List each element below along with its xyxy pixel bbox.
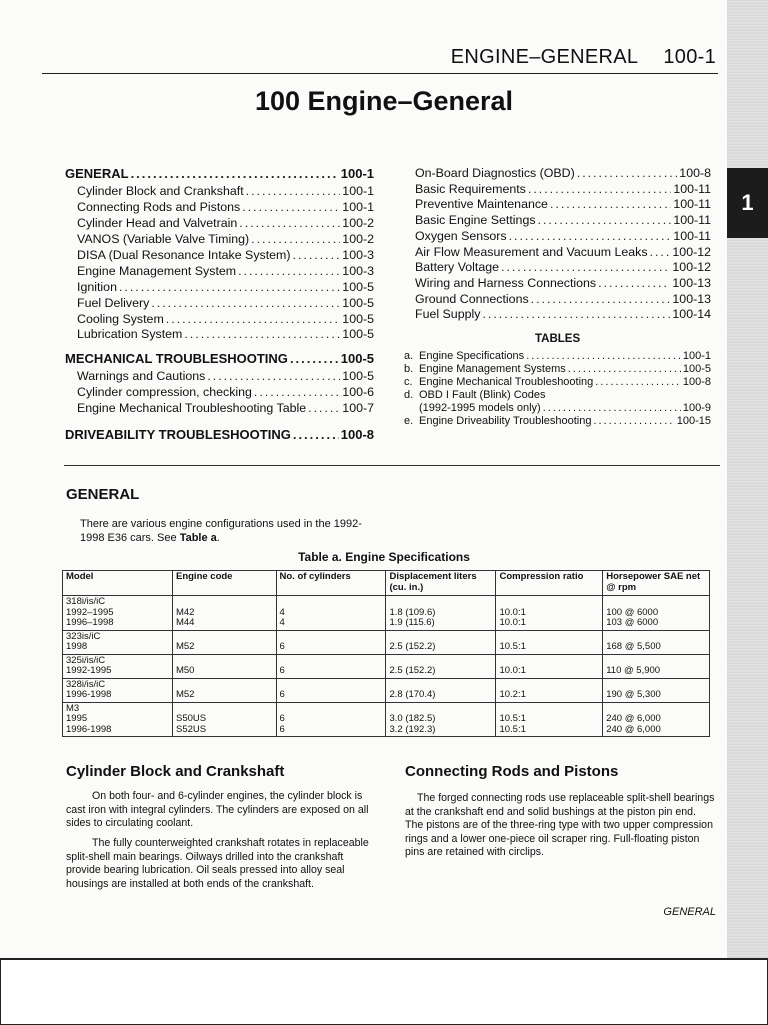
toc-entry-page: 100-2	[342, 232, 374, 246]
toc-entry-page: 100-8	[340, 427, 374, 442]
toc-entry-page: 100-12	[672, 244, 711, 259]
column-header: Horsepower SAE net @ rpm	[603, 571, 710, 596]
table-list-label: Engine Mechanical Troubleshooting	[419, 376, 594, 388]
toc-entry-page: 100-5	[342, 312, 374, 326]
table-letter: b.	[404, 363, 414, 375]
toc-leader-dots	[239, 216, 340, 231]
table-cell: M52	[172, 678, 276, 702]
table-cell: 323is/iC 1998	[63, 630, 173, 654]
toc-leader-dots	[119, 280, 340, 295]
table-cell: 110 @ 5,900	[603, 654, 710, 678]
toc-entry-page: 100-3	[342, 248, 374, 262]
table-cell: 325i/is/iC 1992-1995	[63, 654, 173, 678]
chapter-title: 100 Engine–General	[254, 86, 514, 116]
toc-entry	[415, 229, 711, 244]
column-header: Compression ratio	[496, 571, 603, 596]
section-divider	[64, 465, 720, 466]
toc-entry	[77, 232, 374, 247]
toc-entry-label: GENERAL	[65, 166, 129, 181]
toc-leader-dots	[543, 402, 681, 415]
table-cell: 4 4	[276, 596, 386, 631]
toc-entry-label: Basic Engine Settings	[415, 213, 536, 228]
table-list-label: Engine Driveability Troubleshooting	[419, 415, 592, 427]
toc-entry	[77, 296, 374, 311]
toc-entry-label: Connecting Rods and Pistons	[77, 200, 241, 214]
toc-entry-page: 100-11	[673, 213, 711, 228]
toc-entry-page: 100-13	[672, 291, 711, 306]
table-letter: d.	[404, 389, 414, 401]
table-letter: a.	[404, 350, 414, 362]
toc-entry	[415, 307, 711, 322]
table-cell: 3.0 (182.5) 3.2 (192.3)	[386, 702, 496, 737]
running-header	[451, 46, 716, 69]
column-header: Displacement liters (cu. in.)	[386, 571, 496, 596]
table-row	[63, 702, 710, 737]
toc-entry	[415, 292, 711, 307]
toc-leader-dots	[538, 213, 672, 228]
toc-leader-dots	[238, 264, 340, 279]
toc-entry-label: Cylinder compression, checking	[77, 385, 252, 399]
table-cell: 6 6	[276, 702, 386, 737]
table-row	[63, 630, 710, 654]
toc-entry-label: Battery Voltage	[415, 260, 500, 275]
table-list-label: Engine Management Systems	[419, 363, 566, 375]
table-list-entry	[404, 415, 711, 428]
toc-entry-label: Ground Connections	[415, 291, 529, 306]
toc-entry	[415, 166, 711, 181]
table-letter: e.	[404, 415, 414, 427]
toc-entry-label: Fuel Supply	[415, 307, 481, 322]
toc-entry	[415, 182, 711, 197]
table-cell: S50US S52US	[172, 702, 276, 737]
engine-spec-table	[62, 570, 710, 737]
table-caption: Table a. Engine Specifications	[298, 550, 470, 564]
toc-entry-label: Wiring and Harness Connections	[415, 275, 597, 290]
toc-entry	[77, 216, 374, 231]
toc-entry	[77, 280, 374, 295]
toc-entry-page: 100-14	[672, 307, 711, 322]
table-cell: 168 @ 5,500	[603, 630, 710, 654]
tables-heading: TABLES	[535, 333, 581, 345]
toc-entry-label: Warnings and Cautions	[77, 369, 206, 383]
toc-leader-dots	[246, 184, 341, 199]
toc-entry-page: 100-11	[673, 181, 711, 196]
toc-entry	[415, 197, 711, 212]
toc-leader-dots	[595, 376, 681, 389]
toc-entry-label: Basic Requirements	[415, 181, 526, 196]
toc-entry	[65, 427, 374, 442]
table-list-entry	[404, 350, 711, 363]
toc-entry	[65, 166, 374, 181]
toc-leader-dots	[151, 296, 340, 311]
toc-leader-dots	[650, 245, 671, 260]
toc-entry	[415, 213, 711, 228]
toc-entry-page: 100-8	[679, 166, 711, 180]
table-cell: 328i/is/iC 1996-1998	[63, 678, 173, 702]
column-header: Model	[63, 571, 173, 596]
table-cell: M50	[172, 654, 276, 678]
cyl-block-paragraph-2: The fully counterweighted crankshaft rotates in replaceable split-shell main bearings. Oilways drilled into the crankshaft provide bearing lubrication. Oil seals pressed into alloy seal housings are installed at both ends of the crankshaft.	[66, 837, 369, 890]
toc-leader-dots	[166, 312, 341, 327]
table-cell: 2.5 (152.2)	[386, 630, 496, 654]
toc-leader-dots	[482, 307, 670, 322]
table-reference: Table a	[179, 531, 217, 544]
toc-leader-dots	[509, 229, 672, 244]
table-list-page: 100-8	[682, 376, 711, 388]
toc-entry-page: 100-6	[342, 385, 374, 399]
toc-entry-label: On-Board Diagnostics (OBD)	[415, 166, 575, 180]
con-rods-paragraph-1: The forged connecting rods use replaceable split-shell bearings at the crankshaft end and solid bushings at the piston pin end. The pistons are of the three-ring type with two upper compression rings and a lower one-piece oil scraper ring. Full-floating piston pins are retained with circlips.	[405, 792, 715, 858]
toc-entry	[77, 385, 374, 400]
toc-entry-label: Cooling System	[77, 312, 164, 326]
toc-entry-page: 100-11	[673, 197, 711, 212]
table-list-entry	[404, 389, 711, 402]
table-list-entry	[404, 363, 711, 376]
column-header: No. of cylinders	[276, 571, 386, 596]
toc-entry	[77, 184, 374, 199]
toc-leader-dots	[308, 401, 340, 416]
table-list-page: 100-1	[682, 350, 711, 362]
toc-entry	[415, 276, 711, 291]
table-cell: 10.2:1	[496, 678, 603, 702]
cyl-block-paragraph-1: On both four- and 6-cylinder engines, the cylinder block is cast iron with integral cylinders. The cylinders are exposed on all sides to circulating coolant.	[66, 790, 369, 829]
table-list-page: 100-5	[682, 363, 711, 375]
general-heading: GENERAL	[66, 486, 140, 503]
toc-entry-page: 100-1	[342, 184, 374, 198]
viewer-bottom-panel	[0, 958, 768, 1025]
cyl-block-heading: Cylinder Block and Crankshaft	[66, 763, 285, 780]
toc-entry-label: Engine Management System	[77, 264, 237, 278]
toc-entry	[77, 369, 374, 384]
table-cell: 10.0:1 10.0:1	[496, 596, 603, 631]
table-cell: 6	[276, 630, 386, 654]
intro-end: .	[216, 531, 220, 544]
toc-entry	[77, 401, 374, 416]
toc-entry-page: 100-12	[672, 260, 711, 275]
table-cell: 10.5:1 10.5:1	[496, 702, 603, 737]
con-rods-heading: Connecting Rods and Pistons	[405, 763, 619, 780]
general-intro-text: There are various engine configurations used in the 1992-1998 E36 cars. See	[80, 518, 362, 544]
toc-leader-dots	[207, 369, 340, 384]
toc-entry-label: DRIVEABILITY TROUBLESHOOTING	[65, 427, 291, 442]
toc-entry	[65, 351, 374, 366]
table-cell: 240 @ 6,000 240 @ 6,000	[603, 702, 710, 737]
toc-entry-page: 100-1	[340, 166, 374, 181]
toc-entry-label: Engine Mechanical Troubleshooting Table	[77, 401, 307, 415]
toc-entry-page: 100-5	[342, 369, 374, 383]
toc-entry	[415, 245, 711, 260]
toc-entry-page: 100-5	[342, 296, 374, 310]
toc-entry-label: Air Flow Measurement and Vacuum Leaks	[415, 244, 648, 259]
toc-leader-dots	[577, 166, 678, 181]
table-letter	[404, 402, 419, 415]
toc-leader-dots	[184, 327, 340, 342]
table-cell: 1.8 (109.6) 1.9 (115.6)	[386, 596, 496, 631]
toc-entry-label: Cylinder Block and Crankshaft	[77, 184, 244, 198]
table-list-entry	[404, 376, 711, 389]
toc-leader-dots	[550, 197, 671, 212]
toc-entry-label: MECHANICAL TROUBLESHOOTING	[65, 351, 288, 366]
toc-leader-dots	[242, 200, 340, 215]
toc-entry-label: DISA (Dual Resonance Intake System)	[77, 248, 291, 262]
table-cell: M3 1995 1996-1998	[63, 702, 173, 737]
table-cell: M42 M44	[172, 596, 276, 631]
toc-entry	[77, 248, 374, 263]
toc-entry-page: 100-2	[342, 216, 374, 230]
table-letter: c.	[404, 376, 413, 388]
toc-entry-label: Ignition	[77, 280, 117, 294]
table-cell: 6	[276, 654, 386, 678]
header-rule	[42, 73, 718, 74]
toc-entry	[77, 200, 374, 215]
toc-entry-page: 100-13	[672, 275, 711, 290]
toc-entry-page: 100-11	[673, 228, 711, 243]
table-cell: 100 @ 6000 103 @ 6000	[603, 596, 710, 631]
table-row	[63, 654, 710, 678]
toc-entry	[77, 312, 374, 327]
page-number: 100-1	[663, 46, 716, 68]
section-thumb-tab: 1	[727, 168, 768, 238]
toc-leader-dots	[598, 276, 670, 291]
toc-entry-label: Oxygen Sensors	[415, 228, 507, 243]
toc-entry-page: 100-1	[342, 200, 374, 214]
toc-leader-dots	[131, 166, 339, 181]
table-row	[63, 596, 710, 631]
toc-entry-label: Lubrication System	[77, 327, 183, 341]
toc-leader-dots	[568, 363, 681, 376]
toc-leader-dots	[593, 415, 674, 428]
column-header: Engine code	[172, 571, 276, 596]
toc-entry-label: VANOS (Variable Valve Timing)	[77, 232, 250, 246]
general-intro	[80, 518, 380, 545]
toc-entry-label: Fuel Delivery	[77, 296, 150, 310]
toc-leader-dots	[290, 351, 339, 366]
toc-entry-page: 100-5	[340, 351, 374, 366]
toc-leader-dots	[293, 248, 341, 263]
table-cell: 318i/is/iC 1992–1995 1996–1998	[63, 596, 173, 631]
table-list-page: 100-9	[682, 402, 711, 414]
toc-entry-label: Preventive Maintenance	[415, 197, 548, 212]
toc-entry-page: 100-7	[342, 401, 374, 415]
table-list-label: (1992-1995 models only)	[419, 402, 541, 414]
table-cell: 10.0:1	[496, 654, 603, 678]
toc-leader-dots	[531, 292, 671, 307]
toc-entry-page: 100-5	[342, 280, 374, 294]
table-row	[63, 678, 710, 702]
table-cell: 2.8 (170.4)	[386, 678, 496, 702]
page-edge-texture	[727, 0, 768, 958]
table-cell: 190 @ 5,300	[603, 678, 710, 702]
page-footer: GENERAL	[663, 906, 716, 918]
toc-leader-dots	[251, 232, 340, 247]
toc-entry	[77, 264, 374, 279]
toc-leader-dots	[501, 260, 670, 275]
running-title: ENGINE–GENERAL	[450, 46, 638, 68]
table-list-label: Engine Specifications	[419, 350, 525, 362]
toc-leader-dots	[528, 182, 671, 197]
toc-entry	[415, 260, 711, 275]
table-cell: 10.5:1	[496, 630, 603, 654]
toc-leader-dots	[293, 427, 339, 442]
toc-entry	[77, 327, 374, 342]
toc-entry-page: 100-3	[342, 264, 374, 278]
table-cell: 2.5 (152.2)	[386, 654, 496, 678]
table-cell: 6	[276, 678, 386, 702]
table-cell: M52	[172, 630, 276, 654]
toc-leader-dots	[526, 350, 681, 363]
table-list-entry	[404, 402, 711, 415]
table-list-label: OBD I Fault (Blink) Codes	[419, 389, 546, 401]
table-list-page: 100-15	[676, 415, 711, 427]
toc-leader-dots	[254, 385, 340, 400]
toc-entry-label: Cylinder Head and Valvetrain	[77, 216, 238, 230]
toc-entry-page: 100-5	[342, 327, 374, 341]
